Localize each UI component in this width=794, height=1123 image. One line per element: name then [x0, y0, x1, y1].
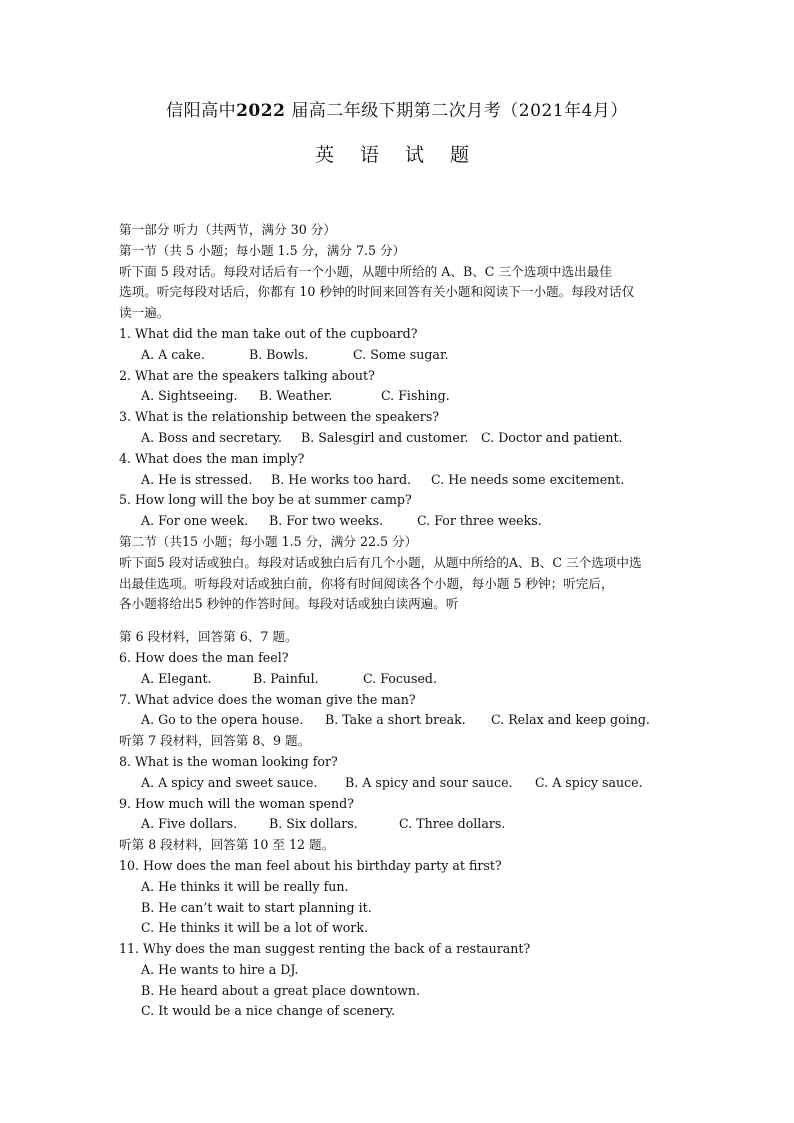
exam-body [119, 220, 689, 1022]
question-text: 10. How does the man feel about his birthday party at first? [119, 857, 502, 873]
option-a: A. Go to the opera house. [141, 712, 304, 728]
question-text: 5. How long will the boy be at summer camp? [119, 492, 412, 508]
option-a: A. Boss and secretary. [141, 429, 283, 445]
option-c: C. Three dollars. [399, 816, 506, 832]
section2-heading: 第二节（共15 小题；每小题 1.5 分，满分 22.5 分） [119, 533, 418, 549]
title-year: 2022 [236, 101, 286, 121]
option-b: B. A spicy and sour sauce. [345, 774, 513, 790]
section2-instruction-line: 出最佳选项。听每段对话或独白前，你将有时间阅读各个小题，每小题 5 秒钟；听完后， [119, 575, 614, 591]
option-b: B. Six dollars. [269, 816, 358, 832]
section1-instruction-line: 读一遍。 [119, 305, 170, 321]
group-6-heading: 第 6 段材料，回答第 6、7 题。 [119, 629, 298, 645]
option-a: A. A cake. [141, 346, 205, 362]
question-text: 2. What are the speakers talking about? [119, 367, 375, 383]
question-text: 8. What is the woman looking for? [119, 753, 338, 769]
exam-subtitle: 英 语 试 题 [314, 144, 480, 166]
section2-instruction-line: 各小题将给出5 秒钟的作答时间。每段对话或独白读两遍。听 [119, 596, 459, 612]
part1-heading: 第一部分 听力（共两节，满分 30 分） [119, 222, 336, 237]
option-b: B. For two weeks. [269, 513, 384, 529]
question-text: 3. What is the relationship between the speakers? [119, 409, 440, 425]
options-row [119, 814, 689, 835]
group-8-heading: 听第 8 段材料，回答第 10 至 12 题。 [119, 837, 335, 853]
option-c: C. He needs some excitement. [431, 471, 625, 487]
option-c: C. Some sugar. [353, 346, 449, 362]
option-a: A. He wants to hire a DJ. [141, 961, 299, 977]
options-row [119, 386, 689, 407]
options-row [119, 470, 689, 491]
option-c: C. Relax and keep going. [491, 712, 650, 728]
section1-instruction-line: 听下面 5 段对话。每段对话后有一个小题，从题中所给的 A、B、C 三个选项中选出最佳 [119, 263, 612, 279]
option-a: A. He is stressed. [141, 471, 253, 487]
question-text: 9. How much will the woman spend? [119, 795, 354, 811]
question-text: 4. What does the man imply? [119, 450, 305, 466]
option-a: A. For one week. [141, 513, 249, 529]
option-b: B. Weather. [259, 388, 333, 404]
exam-title [0, 96, 794, 121]
option-c: C. He thinks it will be a lot of work. [141, 920, 368, 936]
options-row [119, 669, 689, 690]
options-row [119, 710, 689, 731]
question-text: 1. What did the man take out of the cupboard? [119, 325, 418, 341]
option-c: C. For three weeks. [417, 513, 542, 529]
option-a: A. Five dollars. [141, 816, 238, 832]
option-b: B. He heard about a great place downtown. [141, 982, 420, 998]
option-a: A. Sightseeing. [141, 388, 238, 404]
option-b: B. Take a short break. [325, 712, 466, 728]
group-7-heading: 听第 7 段材料，回答第 8、9 题。 [119, 733, 311, 749]
title-prefix: 信阳高中 [166, 101, 237, 121]
title-suffix: 届高二年级下期第二次月考（2021年4月） [291, 101, 628, 121]
section1-instruction-line: 选项。听完每段对话后，你都有 10 秒钟的时间来回答有关小题和阅读下一小题。每段对话仅 [119, 284, 635, 300]
option-b: B. Bowls. [249, 346, 309, 362]
option-b: B. Painful. [253, 670, 319, 686]
option-c: C. Focused. [363, 670, 437, 686]
options-row [119, 428, 689, 449]
section1-heading: 第一节（共 5 小题；每小题 1.5 分，满分 7.5 分） [119, 242, 406, 258]
options-row [119, 773, 689, 794]
options-row [119, 345, 689, 366]
option-a: A. He thinks it will be really fun. [141, 878, 349, 894]
question-text: 11. Why does the man suggest renting the back of a restaurant? [119, 941, 531, 957]
option-a: A. A spicy and sweet sauce. [141, 774, 318, 790]
option-a: A. Elegant. [141, 670, 212, 686]
section2-instruction-line: 听下面5 段对话或独白。每段对话或独白后有几个小题，从题中所给的A、B、C 三个选项中选 [119, 554, 642, 570]
option-c: C. It would be a nice change of scenery. [141, 1003, 396, 1019]
option-c: C. Doctor and patient. [481, 429, 623, 445]
option-b: B. He works too hard. [271, 471, 412, 487]
question-text: 6. How does the man feel? [119, 649, 289, 665]
spacer [119, 615, 689, 627]
options-row [119, 511, 689, 532]
option-c: C. Fishing. [381, 388, 450, 404]
question-text: 7. What advice does the woman give the man? [119, 691, 416, 707]
option-b: B. He can’t wait to start planning it. [141, 899, 372, 915]
option-b: B. Salesgirl and customer. [301, 429, 469, 445]
option-c: C. A spicy sauce. [535, 774, 643, 790]
